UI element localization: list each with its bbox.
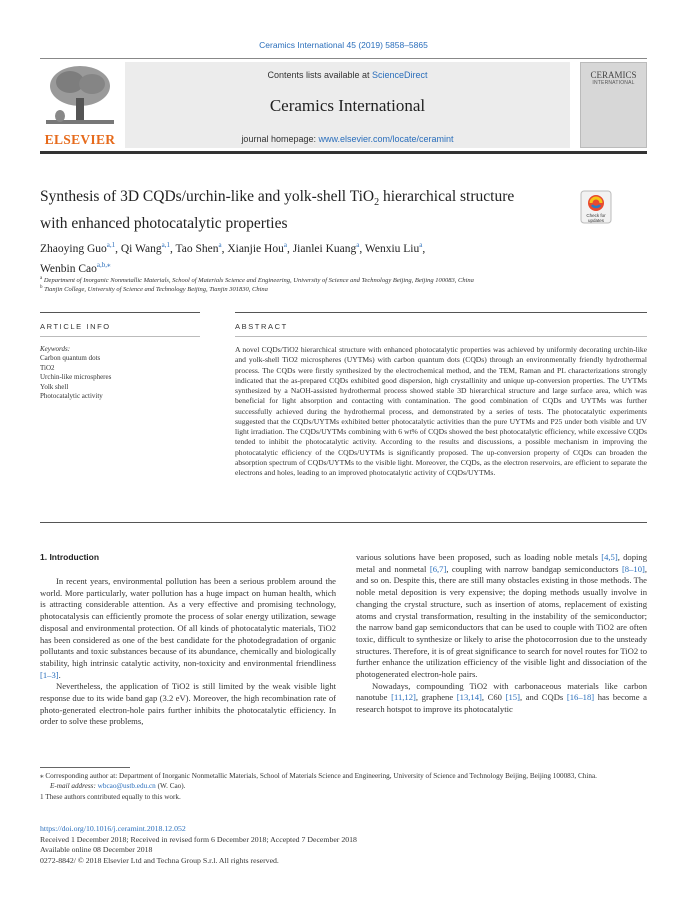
author-affiliation-marker[interactable]: a (419, 241, 423, 249)
title-part1: Synthesis of 3D CQDs/urchin-like and yolk-shell TiO (40, 188, 375, 205)
contents-line (125, 70, 570, 80)
author-affiliation-marker[interactable]: a,1 (106, 241, 116, 249)
author-name[interactable]: Wenbin Cao (40, 262, 97, 275)
homepage-line (125, 134, 570, 144)
p3-text-a: various solutions have been proposed, such as loading noble metals (356, 552, 602, 562)
author-name[interactable]: Jianlei Kuang (292, 242, 357, 255)
title-part2: hierarchical structure (379, 188, 515, 205)
p1-text: In recent years, environmental pollution has been a serious problem around the world. More particularly, water pollution has a huge impact on human health, which is attracting considerable attention. As a very effective and promising technology, photocatalysis can efficiently promote the process of solar energy utilization, sewage disposal and environmental protection. Of all kinds of photocatalytic materials, TiO2 has been considered as one of the best candidate for the photodegradation of organic pollutants and toxic substances because of its abundance, chemically and biologically stability, high intrinsic catalytic activity, non-toxicity and environmental friendliness (40, 576, 336, 668)
author-affiliation-marker[interactable]: a,1 (161, 241, 170, 249)
author-name[interactable]: Tao Shen (175, 242, 219, 255)
p4-text-d: , and CQDs (519, 692, 567, 703)
affiliation-b-marker: b (40, 285, 43, 290)
article-info-bottom-rule (40, 336, 200, 337)
sciencedirect-link[interactable]: ScienceDirect (372, 70, 428, 80)
footnotes (40, 771, 647, 802)
affiliation-b-text: Tianjin College, University of Science and Technology Beijing, Tianjin 301830, China (42, 286, 268, 294)
keywords-label: Keywords: (40, 345, 71, 353)
received-dates: Received 1 December 2018; Received in revised form 6 December 2018; Accepted 7 December 2018 (40, 834, 357, 844)
citation-link[interactable]: [15] (505, 692, 520, 703)
author-separator: , (359, 242, 365, 255)
doi-link[interactable]: https://doi.org/10.1016/j.ceramint.2018.12.052 (40, 824, 186, 833)
keyword-item: Photocatalytic activity (40, 392, 103, 400)
intro-paragraph-2: Nevertheless, the application of TiO2 is still limited by the weak visible light response due to its wide band gap (3.2 eV). Moreover, the high recombination rate of photo-generated electron-hole pairs further inhibits the photocatalytic efficiency. In order to solve these problems, (40, 681, 336, 727)
body-column-right (356, 552, 647, 716)
author-separator: , (115, 242, 121, 255)
p3-text-c: , coupling with narrow bandgap semiconductors (446, 563, 622, 574)
intro-paragraph-4 (356, 681, 647, 716)
intro-paragraph-3 (356, 552, 647, 681)
citation-link[interactable]: [6,7] (429, 563, 447, 574)
p3-text-b: , doping metal and nonmetal (356, 552, 647, 574)
affiliation-a-text: Department of Inorganic Nonmetallic Materials, School of Materials Science and Engineering, University of Science and Technology Beijing, Beijing 100083, China (42, 277, 474, 285)
affiliation-b (40, 285, 640, 293)
author-name[interactable]: Xianjie Hou (227, 242, 284, 255)
keywords-list (40, 354, 200, 402)
p3-text-d: , and so on. Despite this, there are still many obstacles existing in those methods. The noble metal deposition is very expensive; the doping methods usually involve in changing the crystal structure, such as insertion of atoms, replacement of existing atoms and crystal transformation, resulting in the instability of the semiconductor; the narrow band gap semiconductors that can be used to couple with TiO2 are often toxic, difficult to synthesize or likely to arise the photocorrosion due to the unsteady structures. Therefore, it is of great significance to search for novel routes for TiO2 to further enhance the utilization efficiency of the visible light and dissociation of the photogenerated electron-hole pairs. (356, 563, 648, 680)
author-name[interactable]: Zhaoying Guo (40, 242, 107, 255)
author-separator: , (221, 242, 228, 255)
abstract-heading: ABSTRACT (235, 322, 288, 331)
citation-link[interactable]: [8–10] (621, 563, 645, 574)
author-separator: , (422, 242, 426, 255)
author-list (40, 237, 600, 277)
affiliation-a-marker: a (40, 276, 43, 281)
abstract-end-rule (40, 522, 647, 523)
journal-citation[interactable]: Ceramics International 45 (2019) 5858–5865 (259, 40, 428, 50)
elsevier-wordmark: ELSEVIER (44, 132, 116, 147)
citation-link[interactable]: [4,5] (601, 552, 618, 562)
body-column-left (40, 576, 336, 728)
author-affiliation-marker[interactable]: a (218, 241, 222, 249)
abstract-text: A novel CQDs/TiO2 hierarchical structure with enhanced photocatalytic properties was achieved by uniformly decorating urchin-like and yolk-shell TiO2 microspheres (UYTMs) with carbon quantum dots (CQDs) through an environmentally friendly hydrothermal process. The CQDs were firstly synthesized by the electrochemical method, and the TEM, Raman and PL characterizations strongly indicated that the as-prepared CQDs exhibited good dispersion, high crystallinity and unique up-conversion properties. The UYTMs synthesized by a NaOH-assisted hydrothermal process showed stable 3D hierarchical structure and large surface area, which was beneficial for light absorption and contacting with contamination. The good combination of CQDs and UYTMs was further successfully achieved during the hydrothermal process, and demonstrated by a series of tests. The photocatalytic experiments suggested that the CQDs/UYTMs exhibited better photocatalytic activities than the pure UYTMs and P25 under both visible and UV light irradiation. The CQDs/UYTMs combining with 6 wt% of CQDs showed the best photocatalytic efficiency, while excessive CQDs tended to inhibit the photocatalytic activity. According to the results and discussions, a possible mechanism in improving the photocatalytic efficiency of the CQDs/UYTMs is significantly proposed. The up-conversion property of CQDs can broaden the absorption spectrum of CQDs/UYTMs to the visible light. Moreover, the CQDs, as the electron reservoirs, are efficient to separate the electrons and holes, leading to an improved photocatalytic activity of CQDs/UYTMs. (235, 345, 647, 477)
email-link[interactable]: wbcao@ustb.edu.cn (97, 782, 156, 791)
email-note (40, 781, 647, 791)
author-separator: , (169, 242, 176, 255)
article-title (40, 186, 560, 234)
abstract-top-rule (235, 312, 647, 313)
available-online-date: Available online 08 December 2018 (40, 845, 153, 854)
p4-text-b: , graphene (415, 692, 457, 703)
intro-paragraph-1 (40, 576, 336, 681)
badge-label: Check for updates (586, 213, 606, 223)
title-line2: with enhanced photocatalytic properties (40, 215, 288, 233)
homepage-link[interactable]: www.elsevier.com/locate/ceramint (318, 134, 454, 144)
author-affiliation-marker[interactable]: a (283, 241, 287, 249)
author-name[interactable]: Qi Wang (120, 242, 162, 255)
cover-subtitle: INTERNATIONAL (592, 80, 635, 86)
homepage-prefix: journal homepage: (241, 134, 319, 144)
author-separator: , (286, 242, 293, 255)
footnote-rule (40, 767, 130, 768)
keyword-item: TiO2 (40, 363, 55, 372)
publication-info (40, 824, 647, 866)
citation-link[interactable]: [16–18] (566, 692, 595, 703)
contents-prefix: Contents lists available at (267, 70, 373, 80)
header-top-rule (40, 58, 647, 59)
p4-text-a: Nowadays, compounding TiO2 with carbonaceous materials like carbon nanotube (356, 680, 647, 703)
journal-name: Ceramics International (269, 96, 426, 115)
affiliation-a (40, 276, 640, 284)
header-bottom-rule (40, 151, 647, 154)
citation-link[interactable]: [11,12] (391, 692, 416, 703)
citation-link[interactable]: [13,14] (456, 692, 482, 703)
keyword-item: Carbon quantum dots (40, 354, 101, 362)
corresponding-author-note: ⁎ Corresponding author at: Department of Inorganic Nonmetallic Materials, School of Materials Science and Engineering, University of Science and Technology Beijing, Beijing 100083, China. (40, 772, 597, 780)
p4-text-e: has become a research hotspot to improve its photocatalytic (356, 692, 647, 715)
keyword-item: Yolk shell (40, 382, 69, 391)
equal-contribution-note: 1 These authors contributed equally to this work. (40, 792, 181, 801)
article-info-heading: ARTICLE INFO (40, 322, 111, 331)
introduction-heading: 1. Introduction (40, 552, 100, 562)
copyright-line: 0272-8842/ © 2018 Elsevier Ltd and Techna Group S.r.l. All rights reserved. (40, 855, 279, 865)
author-affiliation-marker[interactable]: a (356, 241, 360, 249)
cover-title: CERAMICS (590, 70, 637, 80)
p4-text-c: , C60 (481, 692, 506, 703)
check-for-updates-icon[interactable] (580, 190, 612, 224)
p1-end: . (58, 669, 61, 680)
author-affiliation-marker[interactable]: a,b,⁎ (96, 260, 111, 269)
author-name[interactable]: Wenxiu Liu (364, 242, 420, 255)
citation-link[interactable]: [1–3] (40, 669, 59, 680)
email-suffix: (W. Cao). (155, 782, 186, 791)
title-subscript: 2 (374, 197, 380, 209)
abstract-bottom-rule (235, 336, 647, 337)
email-label: E-mail address: (50, 782, 98, 791)
keyword-item: Urchin-like microspheres (40, 373, 112, 381)
article-info-top-rule (40, 312, 200, 313)
